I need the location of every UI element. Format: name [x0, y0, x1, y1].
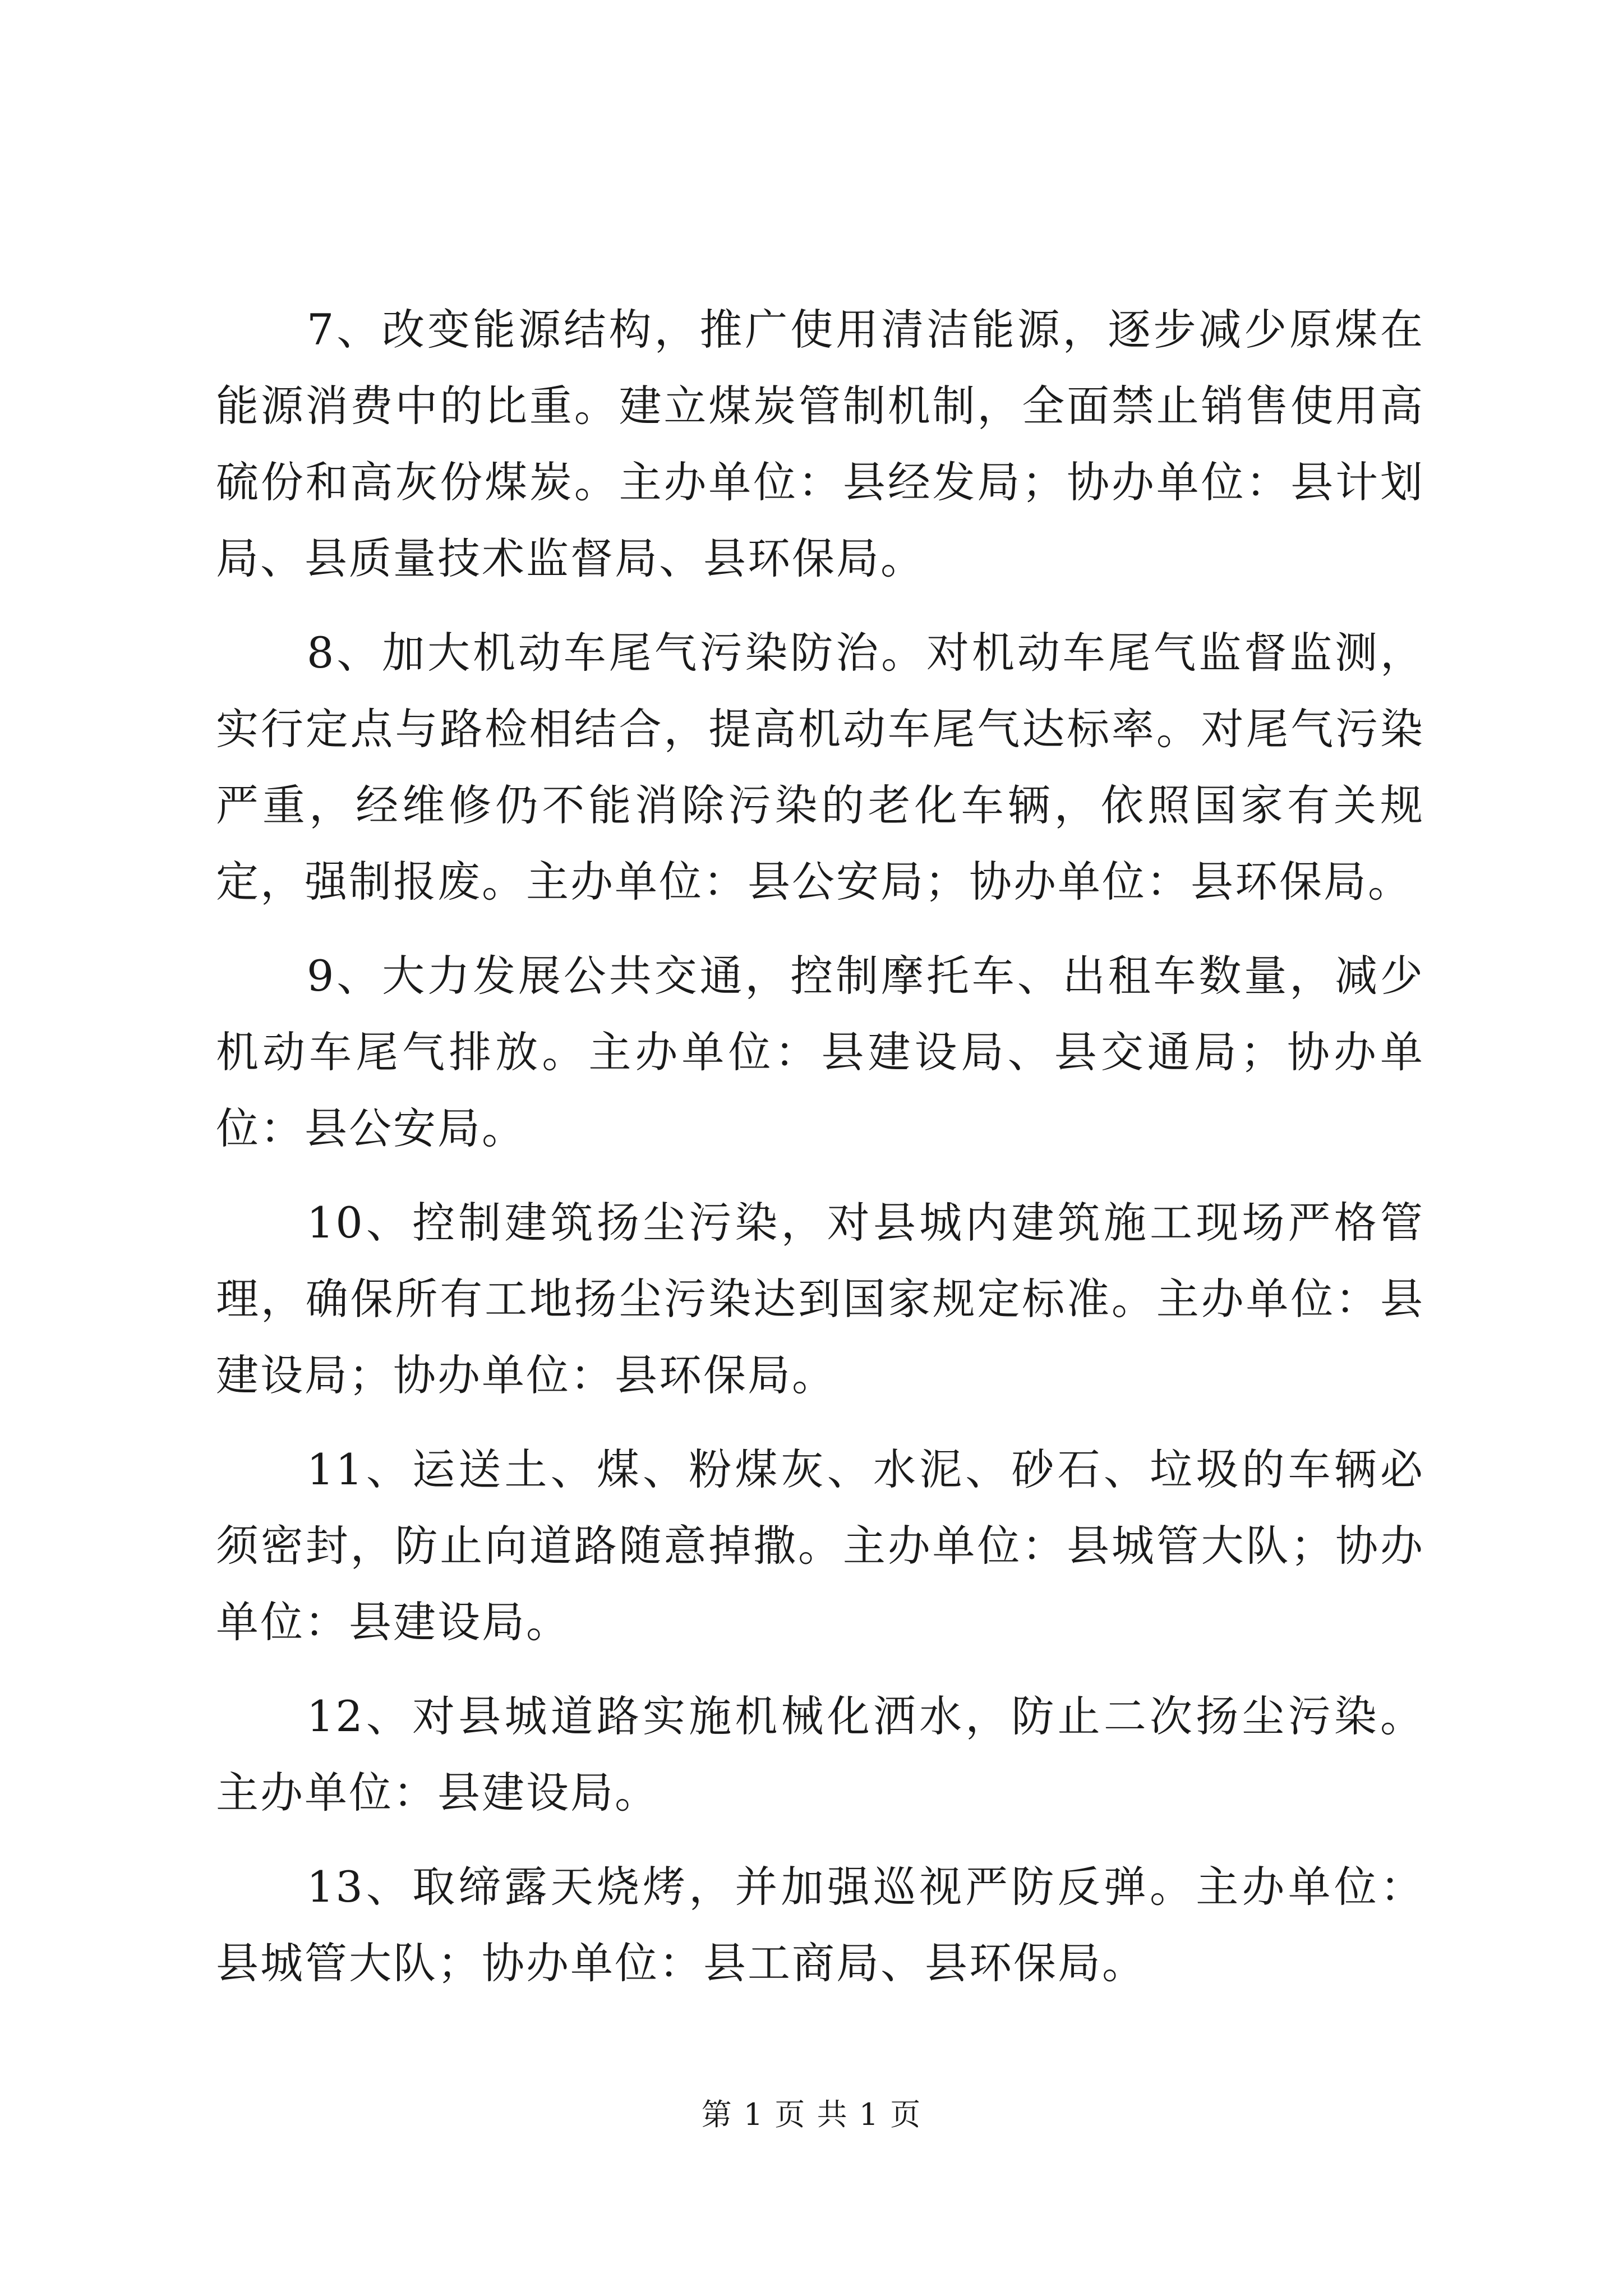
paragraph-9: 9、大力发展公共交通，控制摩托车、出租车数量，减少机动车尾气排放。主办单位：县建设局、县交通局；协办单位：县公安局。: [216, 951, 1424, 1153]
paragraph-8: 8、加大机动车尾气污染防治。对机动车尾气监督监测，实行定点与路检相结合，提高机动车尾气达标率。对尾气污染严重，经维修仍不能消除污染的老化车辆，依照国家有关规定，强制报废。主办单位：县公安局；协办单位：县环保局。: [216, 628, 1424, 907]
document-body: [216, 292, 1424, 2019]
paragraph-7: 7、改变能源结构，推广使用清洁能源，逐步减少原煤在能源消费中的比重。建立煤炭管制机制，全面禁止销售使用高硫份和高灰份煤炭。主办单位：县经发局；协办单位：县计划局、县质量技术监督局、县环保局。: [216, 305, 1424, 583]
paragraph-12: 12、对县城道路实施机械化洒水，防止二次扬尘污染。主办单位：县建设局。: [216, 1691, 1424, 1818]
paragraph-11: 11、运送土、煤、粉煤灰、水泥、砂石、垃圾的车辆必须密封，防止向道路随意掉撒。主办单位：县城管大队；协办单位：县建设局。: [216, 1444, 1424, 1647]
paragraph-10: 10、控制建筑扬尘污染，对县城内建筑施工现场严格管理，确保所有工地扬尘污染达到国家规定标准。主办单位：县建设局；协办单位：县环保局。: [216, 1198, 1424, 1400]
paragraph-13: 13、取缔露天烧烤，并加强巡视严防反弹。主办单位：县城管大队；协办单位：县工商局、县环保局。: [216, 1862, 1424, 1988]
page-footer: 第 1 页 共 1 页: [701, 2097, 922, 2132]
